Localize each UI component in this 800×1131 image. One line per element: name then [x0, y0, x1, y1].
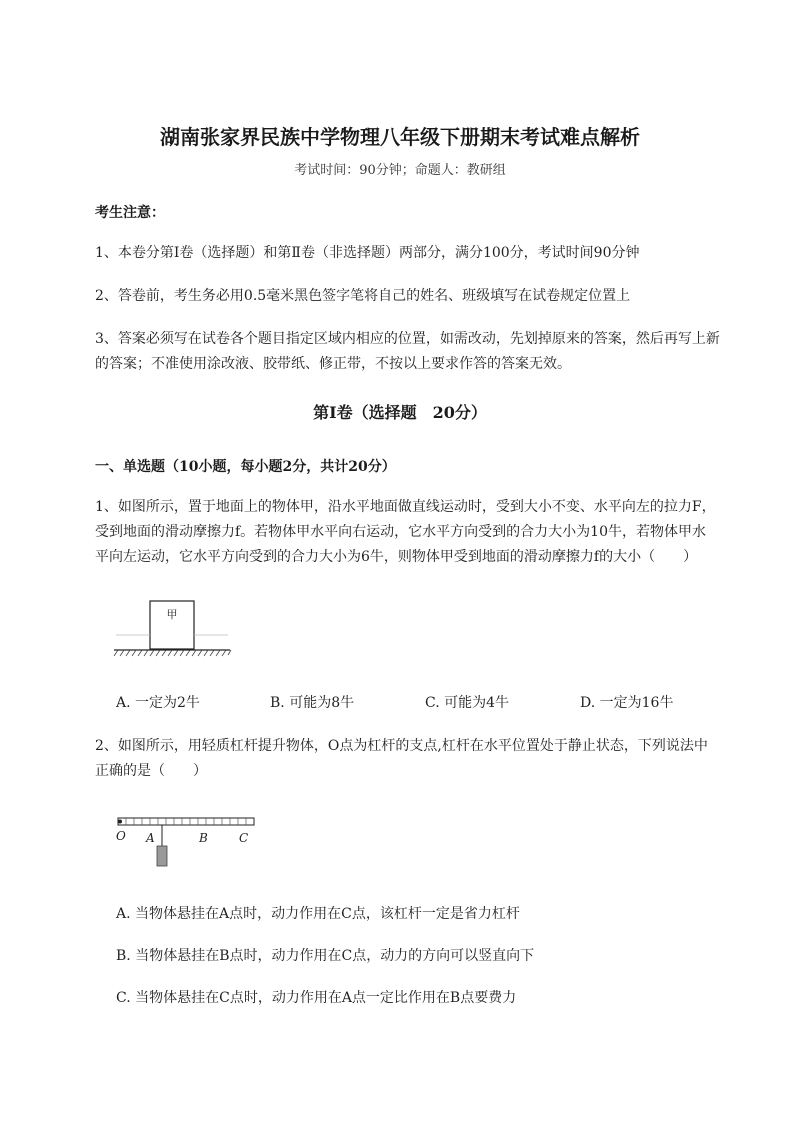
q2-line-2: 正确的是（ ）: [95, 763, 207, 779]
notice-item-1: 1、本卷分第I卷（选择题）和第Ⅱ卷（非选择题）两部分，满分100分，考试时间90分钟: [95, 245, 640, 261]
notice-item-3: 3、答案必须写在试卷各个题目指定区域内相应的位置，如需改动，先划掉原来的答案，然后再写上新: [95, 331, 720, 347]
label-c: C: [239, 831, 249, 845]
q1-option-c: C. 可能为4牛: [425, 695, 510, 711]
q2-option-a: A. 当物体悬挂在A点时，动力作用在C点，该杠杆一定是省力杠杆: [116, 906, 520, 922]
ground-hatching: [114, 650, 231, 656]
block-label: 甲: [166, 608, 178, 621]
notice-item-3-cont: 的答案；不准使用涂改液、胶带纸、修正带，不按以上要求作答的答案无效。: [95, 356, 571, 372]
q1-option-d: D. 一定为16牛: [580, 695, 674, 711]
exam-info: 考试时间：90分钟；命题人：教研组: [294, 163, 506, 178]
label-o: O: [116, 829, 126, 843]
page-title: 湖南张家界民族中学物理八年级下册期末考试难点解析: [160, 125, 640, 149]
hanging-weight: [157, 846, 167, 866]
q2-option-b: B. 当物体悬挂在B点时，动力作用在C点，动力的方向可以竖直向下: [116, 948, 535, 964]
q1-line-1: 1、如图所示，置于地面上的物体甲，沿水平地面做直线运动时，受到大小不变、水平向左的拉力F，: [95, 499, 716, 515]
notice-heading: 考生注意：: [95, 205, 165, 221]
label-a: A: [146, 831, 155, 845]
q2-option-c: C. 当物体悬挂在C点时，动力作用在A点一定比作用在B点要费力: [116, 990, 517, 1006]
q1-option-a: A. 一定为2牛: [116, 695, 200, 711]
q1-line-3: 平向左运动，它水平方向受到的合力大小为6牛，则物体甲受到地面的滑动摩擦力f的大小（ ）: [95, 549, 698, 565]
label-b: B: [199, 831, 208, 845]
q2-line-1: 2、如图所示，用轻质杠杆提升物体，O点为杠杆的支点,杠杆在水平位置处于静止状态，下列说法中: [95, 738, 708, 754]
q1-line-2: 受到地面的滑动摩擦力f。若物体甲水平向右运动，它水平方向受到的合力大小为10牛，若物体甲水: [95, 524, 706, 540]
part-heading: 一、单选题（10小题，每小题2分，共计20分）: [95, 459, 396, 475]
lever-bar: [118, 818, 254, 825]
q1-figure: [110, 595, 235, 665]
pivot-o: [118, 820, 122, 824]
q2-lever-figure: [112, 812, 262, 872]
section-title: 第I卷（选择题 20分）: [313, 403, 487, 422]
notice-item-2: 2、答卷前，考生务必用0.5毫米黑色签字笔将自己的姓名、班级填写在试卷规定位置上: [95, 288, 631, 304]
q1-option-b: B. 可能为8牛: [270, 695, 355, 711]
